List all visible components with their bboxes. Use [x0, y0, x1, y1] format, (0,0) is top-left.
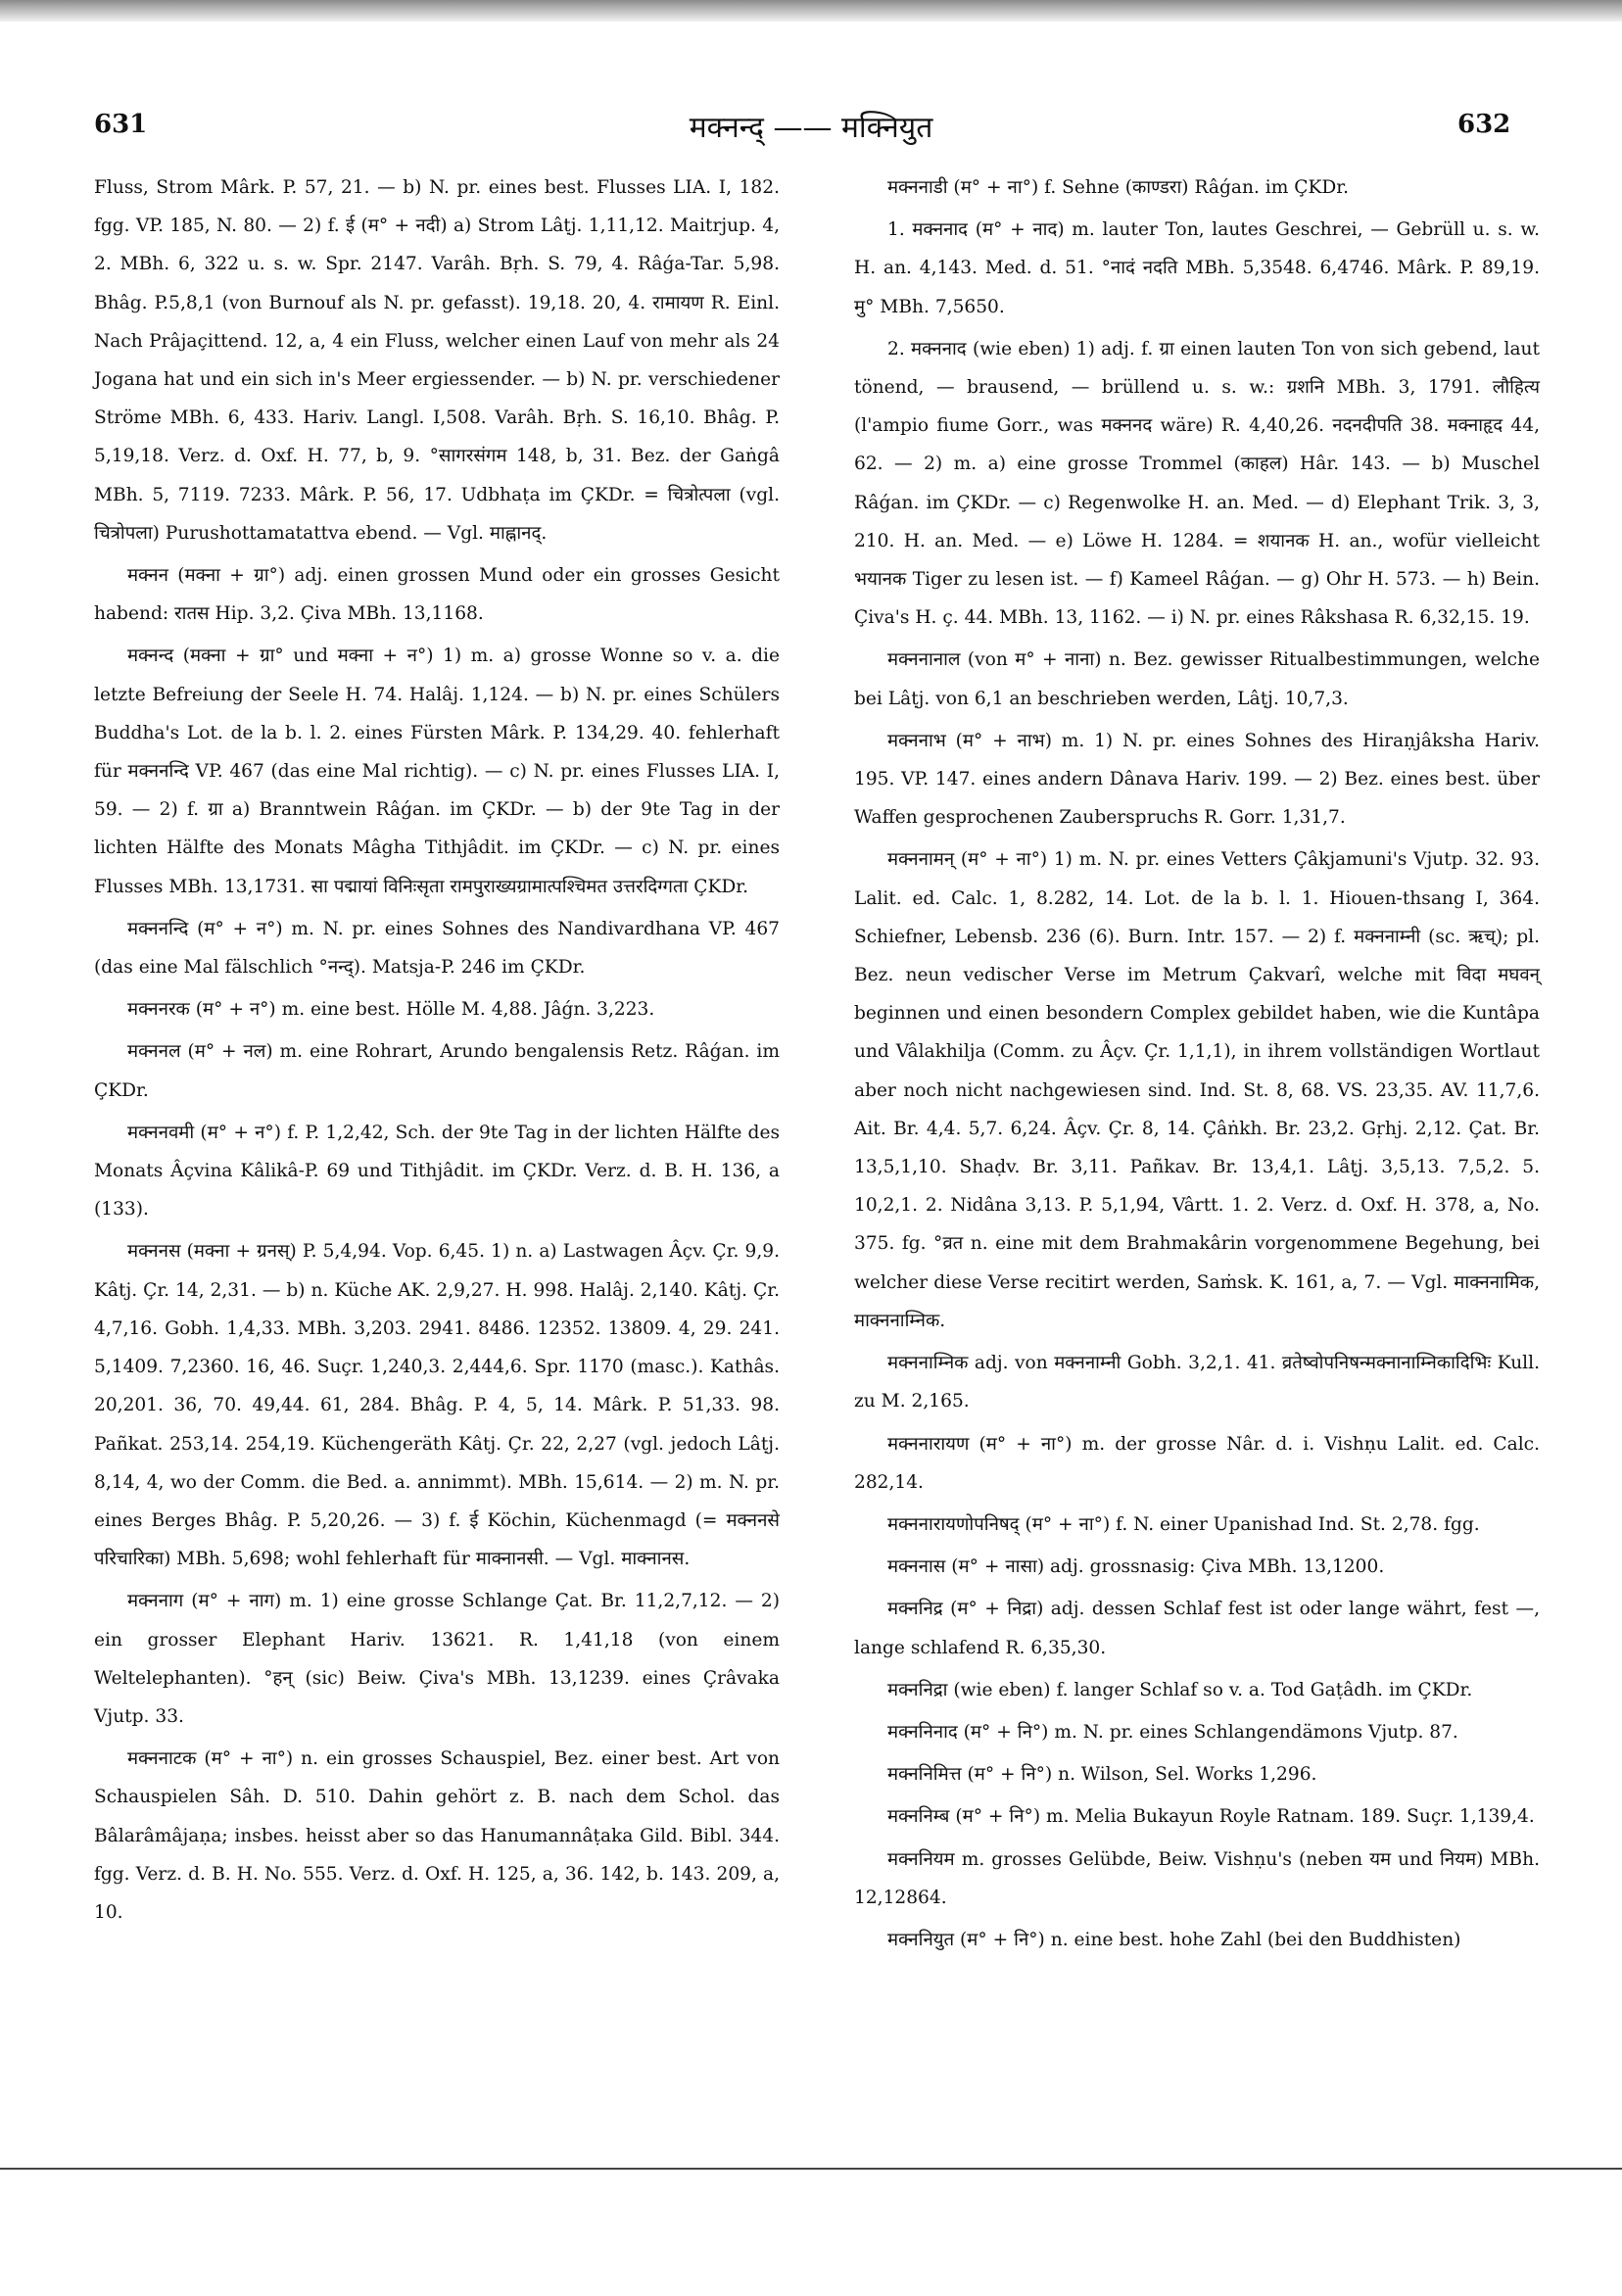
- dictionary-entry: मक्ननवमी (म° + न°) f. P. 1,2,42, Sch. der 9te Tag in der lichten Hälfte des Monats Âçvina Kâlikâ-P. 69 und Tithjâdit. im ÇKDr. Verz. d. B. H. 136, a (133).: [94, 1122, 780, 1220]
- dictionary-entry: मक्ननिनाद (म° + नि°) m. N. pr. eines Schlangendämons Vjutp. 87.: [887, 1721, 1458, 1743]
- dictionary-entry: मक्ननाडी (म° + ना°) f. Sehne (काण्डरा) Râǵan. im ÇKDr.: [887, 177, 1350, 198]
- dictionary-entry: मक्ननरक (म° + न°) m. eine best. Hölle M. 4,88. Jâǵn. 3,223.: [127, 999, 655, 1021]
- dictionary-entry: मक्ननारायणोपनिषद् (म° + ना°) f. N. einer Upanishad Ind. St. 2,78. fgg.: [887, 1513, 1480, 1535]
- dictionary-entry: मक्ननियम m. grosses Gelübde, Beiw. Vishṇu's (neben यम und नियम) MBh. 12,12864.: [854, 1848, 1540, 1908]
- page-number-left: 631: [94, 110, 148, 139]
- dictionary-entry: मक्ननिद्रा (wie eben) f. langer Schlaf so v. a. Tod Gaṭâdh. im ÇKDr.: [887, 1679, 1473, 1700]
- dictionary-entry: मक्ननिम्ब (म° + नि°) m. Melia Bukayun Royle Ratnam. 189. Suçr. 1,139,4.: [887, 1806, 1535, 1828]
- running-header: मक्नन्द् —— मक्नियुत: [689, 111, 933, 145]
- dictionary-entry: मक्ननन्दि (म° + न°) m. N. pr. eines Sohnes des Nandivardhana VP. 467 (das eine Mal fälschlich °नन्द्). Matsja-P. 246 im ÇKDr.: [94, 918, 780, 979]
- left-column: [94, 168, 780, 1936]
- right-column: [854, 168, 1540, 1963]
- dictionary-entry: मक्नन्द (मक्ना + ग्रा° und मक्ना + न°) 1) m. a) grosse Wonne so v. a. die letzte Befreiung der Seele H. 74. Halâj. 1,124. — b) N. pr. eines Schülers Buddha's Lot. de la b. l. 2. eines Fürsten Mârk. P. 134,29. 40. fehlerhaft für मक्ननन्दि VP. 467 (das eine Mal richtig). — c) N. pr. eines Flusses LIA. I, 59. — 2) f. ग्रा a) Branntwein Râǵan. im ÇKDr. — b) der 9te Tag in der lichten Hälfte des Monats Mâgha Tithjâdit. im ÇKDr. — c) N. pr. eines Flusses MBh. 13,1731. सा पद्मायां विनिःसृता रामपुराख्यग्रामात्पश्चिमत उत्तरदिग्गता ÇKDr.: [94, 646, 780, 897]
- dictionary-entry: मक्ननियुत (म° + नि°) n. eine best. hohe Zahl (bei den Buddhisten): [887, 1929, 1461, 1950]
- dictionary-entry: मक्ननिमित्त (म° + नि°) n. Wilson, Sel. Works 1,296.: [887, 1764, 1317, 1786]
- page-number-right: 632: [1457, 110, 1511, 139]
- dictionary-entry: 2. मक्ननाद (wie eben) 1) adj. f. ग्रा einen lauten Ton von sich gebend, laut tönend, — brausend, — brüllend u. s. w.: ग्रशनि MBh. 3, 1791. लौहित्य (l'ampio fiume Gorr., was मक्ननद wäre) R. 4,40,26. नदनदीपति 38. मक्नाहृद 44, 62. — 2) m. a) eine grosse Trommel (काहल) Hâr. 143. — b) Muschel Râǵan. im ÇKDr. — c) Regenwolke H. an. Med. — d) Elephant Trik. 3, 3, 210. H. an. Med. — e) Löwe H. 1284. = शयानक H. an., wofür vielleicht भयानक Tiger zu lesen ist. — f) Kameel Râǵan. — g) Ohr H. 573. — h) Bein. Çiva's H. ç. 44. MBh. 13, 1162. — i) N. pr. eines Râkshasa R. 6,32,15. 19.: [854, 338, 1540, 629]
- dictionary-entry: मक्ननस (मक्ना + ग्रनस्) P. 5,4,94. Vop. 6,45. 1) n. a) Lastwagen Âçv. Çr. 9,9. Kâtj. Çr. 14, 2,31. — b) n. Küche AK. 2,9,27. H. 998. Halâj. 2,140. Kâtj. Çr. 4,7,16. Gobh. 1,4,33. MBh. 3,203. 2941. 8486. 12352. 13809. 4, 29. 241. 5,1409. 7,2360. 16, 46. Suçr. 1,240,3. 2,444,6. Spr. 1170 (masc.). Kathâs. 20,201. 36, 70. 49,44. 61, 284. Bhâg. P. 4, 5, 14. Mârk. P. 51,33. 98. Pañkat. 253,14. 254,19. Küchengeräth Kâtj. Çr. 22, 2,27 (vgl. jedoch Lâṭj. 8,14, 4, wo der Comm. die Bed. a. annimmt). MBh. 15,614. — 2) m. N. pr. eines Berges Bhâg. P. 5,20,26. — 3) f. ई Köchin, Küchenmagd (= मक्ननसे परिचारिका) MBh. 5,698; wohl fehlerhaft für माक्नानसी. — Vgl. माक्नानस.: [94, 1241, 780, 1570]
- dictionary-entry: मक्ननाम्निक adj. von मक्ननाम्नी Gobh. 3,2,1. 41. व्रतेष्वोपनिषन्मक्नानाम्निकादिभिः Kull. zu M. 2,165.: [854, 1353, 1540, 1412]
- bottom-rule: [0, 2168, 1622, 2170]
- dictionary-entry: मक्ननारायण (म° + ना°) m. der grosse Nâr. d. i. Vishṇu Lalit. ed. Calc. 282,14.: [854, 1433, 1540, 1493]
- scan-edge-shadow: [0, 0, 1622, 22]
- dictionary-entry: मक्ननाटक (म° + ना°) n. ein grosses Schauspiel, Bez. einer best. Art von Schauspielen Sâh. D. 510. Dahin gehört z. B. nach dem Schol. das Bâlarâmâjaṇa; insbes. heisst aber so das Hanumannâṭaka Gild. Bibl. 344. fgg. Verz. d. B. H. No. 555. Verz. d. Oxf. H. 125, a, 36. 142, b. 143. 209, a, 10.: [94, 1748, 780, 1923]
- dictionary-entry: Fluss, Strom Mârk. P. 57, 21. — b) N. pr. eines best. Flusses LIA. I, 182. fgg. VP. 185, N. 80. — 2) f. ई (म° + नदी) a) Strom Lâṭj. 1,11,12. Maitrjup. 4, 2. MBh. 6, 322 u. s. w. Spr. 2147. Varâh. Bṛh. S. 79, 4. Râǵa-Tar. 5,98. Bhâg. P.5,8,1 (von Burnouf als N. pr. gefasst). 19,18. 20, 4. रामायण R. Einl. Nach Prâjaçittend. 12, a, 4 ein Fluss, welcher einen Lauf von mehr als 24 Jogana hat und ein sich in's Meer ergiessender. — b) N. pr. verschiedener Ströme MBh. 6, 433. Hariv. Langl. I,508. Varâh. Bṛh. S. 16,10. Bhâg. P. 5,19,18. Verz. d. Oxf. H. 77, b, 9. °सागरसंगम 148, b, 31. Bez. der Gaṅgâ MBh. 5, 7119. 7233. Mârk. P. 56, 17. Udbhaṭa im ÇKDr. = चित्रोत्पला (vgl. चित्रोपला) Purushottamatattva ebend. — Vgl. माह्नानद्.: [94, 177, 780, 544]
- dictionary-entry: मक्ननिद्र (म° + निद्रा) adj. dessen Schlaf fest ist oder lange währt, fest —, lange schlafend R. 6,35,30.: [854, 1599, 1540, 1658]
- dictionary-entry: मक्ननास (म° + नासा) adj. grossnasig: Çiva MBh. 13,1200.: [887, 1556, 1385, 1578]
- dictionary-entry: मक्ननाभ (म° + नाभ) m. 1) N. pr. eines Sohnes des Hiraṇjâksha Hariv. 195. VP. 147. eines andern Dânava Hariv. 199. — 2) Bez. eines best. über Waffen gesprochenen Zauberspruchs R. Gorr. 1,31,7.: [854, 730, 1540, 829]
- dictionary-entry: मक्ननानाल (von म° + नाना) n. Bez. gewisser Ritualbestimmungen, welche bei Lâṭj. von 6,1 an beschrieben werden, Lâṭj. 10,7,3.: [854, 649, 1540, 709]
- dictionary-entry: 1. मक्ननाद (म° + नाद) m. lauter Ton, lautes Geschrei, — Gebrüll u. s. w. H. an. 4,143. Med. d. 51. °नादं नदति MBh. 5,3548. 6,4746. Mârk. P. 89,19. मु° MBh. 7,5650.: [854, 219, 1540, 317]
- dictionary-entry: मक्नन (मक्ना + ग्रा°) adj. einen grossen Mund oder ein grosses Gesicht habend: रातस Hip. 3,2. Çiva MBh. 13,1168.: [94, 565, 780, 625]
- dictionary-entry: मक्ननल (म° + नल) m. eine Rohrart, Arundo bengalensis Retz. Râǵan. im ÇKDr.: [94, 1041, 780, 1101]
- dictionary-entry: मक्ननाग (म° + नाग) m. 1) eine grosse Schlange Çat. Br. 11,2,7,12. — 2) ein grosser Elephant Hariv. 13621. R. 1,41,18 (von einem Weltelephanten). °हन् (sic) Beiw. Çiva's MBh. 13,1239. eines Çrâvaka Vjutp. 33.: [94, 1591, 780, 1727]
- dictionary-entry: मक्ननामन् (म° + ना°) 1) m. N. pr. eines Vetters Çâkjamuni's Vjutp. 32. 93. Lalit. ed. Calc. 1, 8.282, 14. Lot. de la b. l. 1. Hiouen-thsang I, 364. Schiefner, Lebensb. 236 (6). Burn. Intr. 157. — 2) f. मक्ननाम्नी (sc. ऋच्); pl. Bez. neun vedischer Verse im Metrum Çakvarî, welche mit विदा मघवन् beginnen und einen besondern Complex gebildet haben, wie die Kuntâpa und Vâlakhilja (Comm. zu Âçv. Çr. 1,1,1), in ihrem vollständigen Wortlaut aber noch nicht nachgewiesen sind. Ind. St. 8, 68. VS. 23,35. AV. 11,7,6. Ait. Br. 4,4. 5,7. 6,24. Âçv. Çr. 8, 14. Çâṅkh. Br. 23,2. Gṛhj. 2,12. Çat. Br. 13,5,1,10. Shaḍv. Br. 3,11. Pañkav. Br. 13,4,1. Lâṭj. 3,5,13. 7,5,2. 5. 10,2,1. 2. Nidâna 3,13. P. 5,1,94, Vârtt. 1. 2. Verz. d. Oxf. H. 378, a, No. 375. fg. °व्रत n. eine mit dem Brahmakârin vorgenommene Begehung, bei welcher diese Verse recitirt werden, Saṁsk. K. 161, a, 7. — Vgl. माक्ननामिक, माक्ननाम्निक.: [854, 849, 1540, 1331]
